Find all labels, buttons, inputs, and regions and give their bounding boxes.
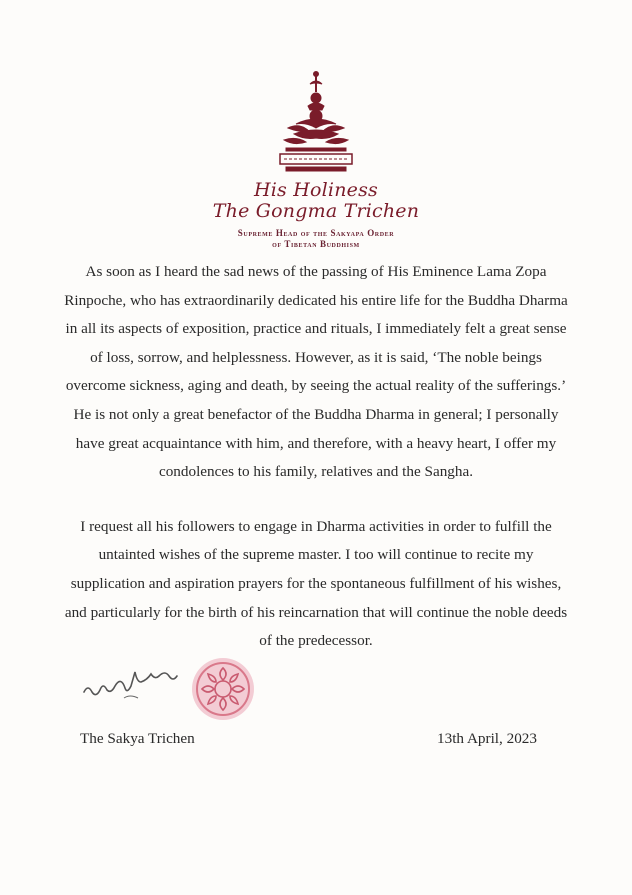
letterhead-subtitle-line2: of Tibetan Buddhism [272, 239, 360, 249]
letterhead [0, 180, 632, 250]
letterhead-title-line1: His Holiness [254, 179, 378, 201]
letter-paragraph-1: As soon as I heard the sad news of the passing of His Eminence Lama Zopa Rinpoche, who has extraordinarily dedicated his entire life for the Buddha Dharma in all its aspects of exposition, practice and rituals, I immediately felt a great sense of loss, sorrow, and helplessness. However, as it is said, ‘The noble beings overcome sickness, aging and death, by seeing the actual reality of the sufferings.’ He is not only a great benefactor of the Buddha Dharma in general; I personally have great acquaintance with him, and therefore, with a heavy heart, I offer my condolences to his family, relatives and the Sangha. [64, 263, 568, 481]
letterhead-title-line2: The Gongma Trichen [212, 200, 420, 222]
signatory-name: The Sakya Trichen [80, 730, 195, 747]
lotus-emblem-icon [266, 70, 366, 180]
letterhead-subtitle-line1: Supreme Head of the Sakyapa Order [237, 228, 395, 238]
letter-date: 13th April, 2023 [437, 730, 537, 747]
letter-body [60, 258, 572, 656]
red-seal-icon [190, 656, 256, 722]
letter-paragraph-2: I request all his followers to engage in Dharma activities in order to fulfill the untainted wishes of the supreme master. I too will continue to recite my supplication and aspiration prayers for the spontaneous fulfillment of his wishes, and particularly for the birth of his reincarnation that will continue the noble deeds of the predecessor. [64, 517, 568, 650]
